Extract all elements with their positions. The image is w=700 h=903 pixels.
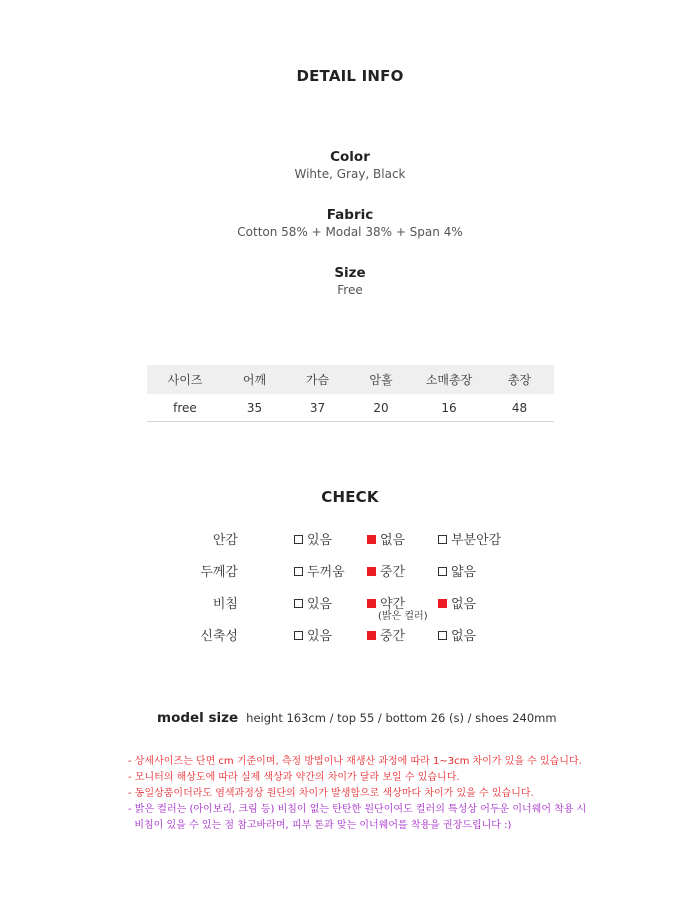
checkbox-checked-icon <box>367 535 376 544</box>
checkbox-icon <box>294 535 303 544</box>
check-row-lining <box>0 529 700 549</box>
size-table-header: 암홀 <box>349 365 413 394</box>
size-table-header: 총장 <box>485 365 554 394</box>
check-option <box>438 561 476 580</box>
checkbox-icon <box>438 567 447 576</box>
check-row-label: 두께감 <box>200 565 238 580</box>
fabric-value: Cotton 58% + Modal 38% + Span 4% <box>237 225 463 239</box>
size-table-header: 소매총장 <box>413 365 485 394</box>
size-table-header: 사이즈 <box>147 365 223 394</box>
check-option-label: 약간 <box>380 597 406 612</box>
note-line: - 상세사이즈는 단면 cm 기준이며, 측정 방법이나 재생산 과정에 따라 1~3cm 차이가 있을 수 있습니다. <box>128 756 582 767</box>
checkbox-icon <box>294 599 303 608</box>
size-table-cell: 16 <box>413 394 485 422</box>
size-label: Size <box>334 265 366 281</box>
checkbox-checked-icon <box>367 631 376 640</box>
note-line: 비침이 있을 수 있는 점 참고바라며, 피부 톤과 맞는 이너웨어를 착용을 권장드립니다 :) <box>128 820 512 831</box>
check-option <box>294 561 345 580</box>
check-row-elasticity <box>0 625 700 645</box>
sheer-note: (밝은 컬러) <box>378 611 428 622</box>
size-value: Free <box>337 283 363 297</box>
note-line: - 밝은 컬러는 (아이보리, 크림 등) 비침이 없는 탄탄한 원단이여도 컬러의 특성상 어두운 이너웨어 착용 시 <box>128 804 587 815</box>
size-table-header-row <box>147 365 554 394</box>
check-option-label: 중간 <box>380 565 406 580</box>
check-option-label: 얇음 <box>451 565 477 580</box>
check-option <box>367 561 405 580</box>
check-row-label: 안감 <box>212 533 238 548</box>
size-table-cell: 37 <box>286 394 349 422</box>
check-option-label: 없음 <box>451 629 477 644</box>
size-table-header: 가슴 <box>286 365 349 394</box>
checkbox-checked-icon <box>438 599 447 608</box>
notes <box>128 754 586 834</box>
checkbox-checked-icon <box>367 567 376 576</box>
check-option <box>367 529 405 548</box>
table-row <box>147 394 554 422</box>
checkbox-icon <box>294 631 303 640</box>
detail-info-title: DETAIL INFO <box>296 67 404 85</box>
check-row-thickness <box>0 561 700 581</box>
check-option-label: 없음 <box>380 533 406 548</box>
check-row-label: 비침 <box>212 597 238 612</box>
check-option-label: 없음 <box>451 597 477 612</box>
note-line: - 동일상품이더라도 염색과정상 원단의 차이가 발생함으로 색상마다 차이가 있을 수 있습니다. <box>128 788 534 799</box>
color-value: Wihte, Gray, Black <box>294 167 406 181</box>
color-label: Color <box>330 149 370 165</box>
checkbox-icon <box>294 567 303 576</box>
check-option-label: 부분안감 <box>451 533 502 548</box>
check-option <box>294 529 332 548</box>
check-option <box>294 625 332 644</box>
check-option-label: 두꺼움 <box>307 565 345 580</box>
checkbox-icon <box>438 631 447 640</box>
check-option <box>438 529 501 548</box>
check-row-sheerness <box>0 593 700 613</box>
size-table <box>147 365 554 422</box>
check-option <box>294 593 332 612</box>
check-title: CHECK <box>321 488 379 506</box>
check-option <box>367 625 405 644</box>
checkbox-icon <box>438 535 447 544</box>
size-table-cell: 48 <box>485 394 554 422</box>
check-option-label: 있음 <box>307 597 333 612</box>
check-row-label: 신축성 <box>200 629 238 644</box>
fabric-label: Fabric <box>326 207 374 223</box>
size-table-cell: 20 <box>349 394 413 422</box>
model-size-label: model size <box>157 710 239 726</box>
check-option-label: 중간 <box>380 629 406 644</box>
size-table-cell: 35 <box>223 394 286 422</box>
check-option <box>438 625 476 644</box>
check-option <box>438 593 476 612</box>
checkbox-checked-icon <box>367 599 376 608</box>
check-option-label: 있음 <box>307 629 333 644</box>
check-option-label: 있음 <box>307 533 333 548</box>
note-line: - 모니터의 해상도에 따라 실제 색상과 약간의 차이가 달라 보일 수 있습니다. <box>128 772 460 783</box>
model-size <box>157 707 557 726</box>
size-table-header: 어깨 <box>223 365 286 394</box>
model-size-value: height 163cm / top 55 / bottom 26 (s) / shoes 240mm <box>246 711 557 725</box>
size-table-cell: free <box>147 394 223 422</box>
